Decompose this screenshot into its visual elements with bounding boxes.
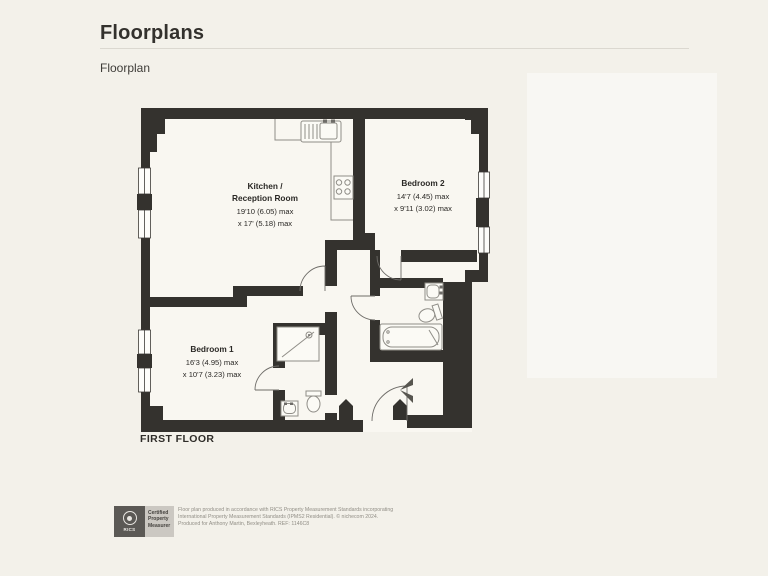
rics-badge-label: Certified Property Measurer <box>145 506 174 537</box>
disclaimer-line-1: Floor plan produced in accordance with RICS Property Measurement Standards incorporating <box>178 507 394 513</box>
page-title: Floorplans <box>100 22 205 44</box>
bedroom2-dims-2: x 9'11 (3.02) max <box>394 204 452 213</box>
kitchen-label: Kitchen / <box>247 181 283 191</box>
rics-badge <box>114 506 174 537</box>
bedroom1-dims-1: 16'3 (4.95) max <box>185 358 239 367</box>
kitchen-label-2: Reception Room <box>232 193 298 203</box>
scan-highlight <box>527 73 717 378</box>
disclaimer-line-2: International Property Measurement Standards (IPMS2 Residential). © nichecom 2024. <box>178 514 379 521</box>
bedroom1-label: Bedroom 1 <box>190 344 234 354</box>
flat-interior <box>141 108 488 432</box>
bedroom2-dims-1: 14'7 (4.45) max <box>396 192 450 201</box>
first-floor-label: FIRST FLOOR <box>140 433 215 445</box>
rics-logo-icon <box>114 506 145 537</box>
bedroom2-label: Bedroom 2 <box>401 178 445 188</box>
hob-icon <box>334 176 353 199</box>
toilet-icon <box>306 391 321 396</box>
bedroom1-dims-2: x 10'7 (3.23) max <box>182 370 242 379</box>
rics-org-label: RICS <box>123 526 136 532</box>
disclaimer-text <box>178 507 438 529</box>
floorplan-svg <box>135 90 495 450</box>
section-label: Floorplan <box>100 61 151 75</box>
kitchen-dims-1: 19'10 (6.05) max <box>236 207 294 216</box>
disclaimer-line-3: Produced for Anthony Martin, Bexleyheath. REF: 1146C8 <box>178 521 310 528</box>
kitchen-dims-2: x 17' (5.18) max <box>237 219 293 228</box>
title-divider <box>100 48 689 49</box>
floorplan-figure <box>135 90 495 450</box>
